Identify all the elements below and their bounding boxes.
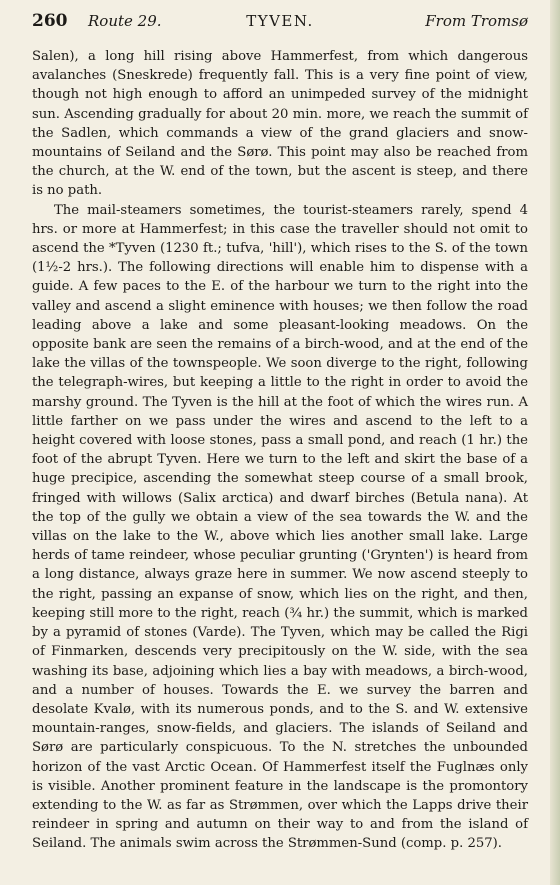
- direction-label: From Tromsø: [425, 12, 528, 30]
- page-number: 260: [32, 11, 68, 31]
- running-head: [32, 10, 528, 33]
- body-text: [32, 47, 528, 854]
- section-title: TYVEN.: [246, 12, 314, 30]
- page-edge: [550, 0, 560, 885]
- paragraph-sadlen: Salen), a long hill rising above Hammerfest, from which dangerous avalanches (Sneskrede) frequently fall. This is a very fine point of view, though not high enough to afford an unimpeded survey of the midnight sun. Ascending gradually for about 20 min. more, we reach the summit of the Sadlen, which commands a view of the grand glaciers and snow-mountains of Seiland and the Sørø. This point may also be reached from the church, at the W. end of the town, but the ascent is steep, and there is no path.: [32, 49, 528, 199]
- paragraph-tyven: The mail-steamers sometimes, the tourist-steamers rarely, spend 4 hrs. or more at Hammerfest; in this case the traveller should not omit to ascend the *Tyven (1230 ft.; tufva, 'hill'), which rises to the S. of the town (1½-2 hrs.). The following directions will enable him to dispense with a guide. A few paces to the E. of the harbour we turn to the right into the valley and ascend a slight eminence with houses; we then follow the road leading above a lake and some pleasant-looking meadows. On the opposite bank are seen the remains of a birch-wood, and at the end of the lake the villas of the townspeople. We soon diverge to the right, following the telegraph-wires, but keeping a little to the right in order to avoid the marshy ground. The Tyven is the hill at the foot of which the wires run. A little farther on we pass under the wires and ascend to the left to a height covered with loose stones, pass a small pond, and reach (1 hr.) the foot of the abrupt Tyven. Here we turn to the left and skirt the base of a huge precipice, ascending the somewhat steep course of a small brook, fringed with willows (Salix arctica) and dwarf birches (Betula nana). At the top of the gully we obtain a view of the sea towards the W. and the villas on the lake to the W., above which lies another small lake. Large herds of tame reindeer, whose peculiar grunting ('Grynten') is heard from a long distance, always graze here in summer. We now ascend steeply to the right, passing an expanse of snow, which lies on the right, and then, keeping still more to the right, reach (¾ hr.) the summit, which is marked by a pyramid of stones (Varde). The Tyven, which may be called the Rigi of Finmarken, descends very precipitously on the W. side, with the sea washing its base, adjoining which lies a bay with meadows, a birch-wood, and a number of houses. Towards the E. we survey the barren and desolate Kvalø, with its numerous ponds, and to the S. and W. extensive mountain-ranges, snow-fields, and glaciers. The islands of Seiland and Sørø are particularly conspicuous. To the N. stretches the unbounded horizon of the vast Arctic Ocean. Of Hammerfest itself the Fuglnæs only is visible. Another prominent feature in the landscape is the promontory extending to the W. as far as Strømmen, over which the Lapps drive their reindeer in spring and autumn on their way to and from the island of Seiland. The animals swim across the Strømmen-Sund (comp. p. 257).: [32, 202, 528, 852]
- route-label: Route 29.: [88, 12, 162, 30]
